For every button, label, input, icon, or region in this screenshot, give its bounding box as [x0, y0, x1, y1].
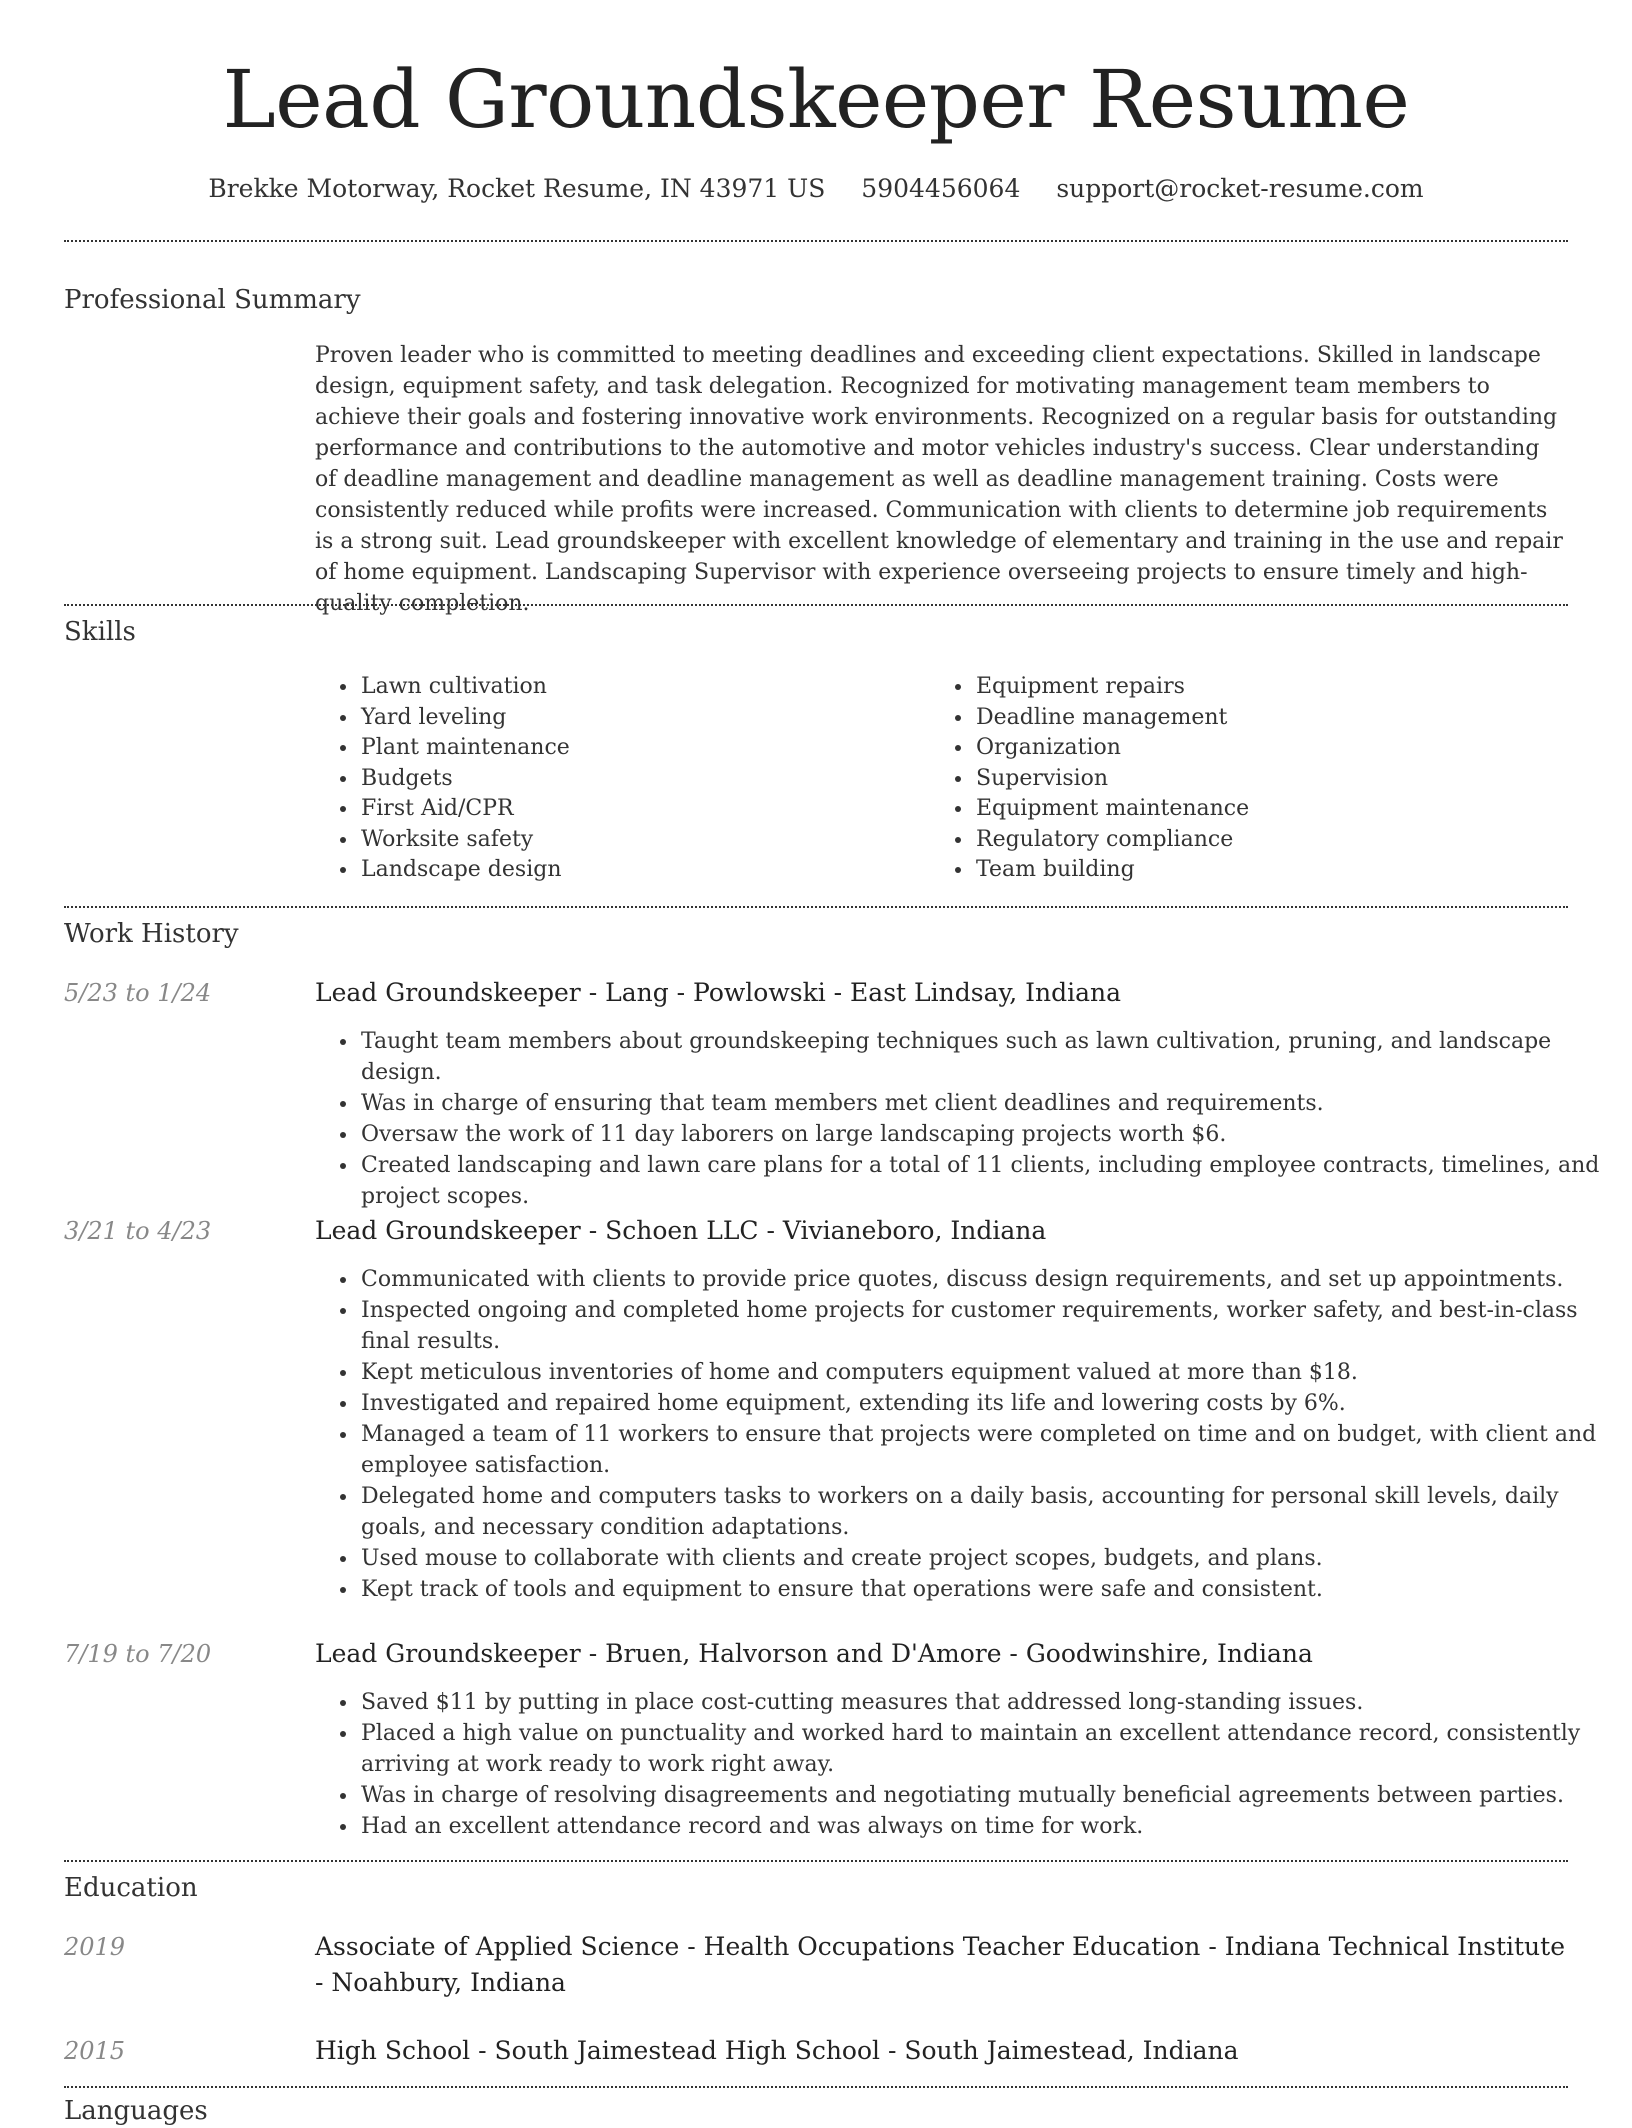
job-bullet: • Kept meticulous inventories of home and computers equipment valued at more than $18. — [359, 1357, 1609, 1388]
contact-address: Brekke Motorway, Rocket Resume, IN 43971 US — [208, 174, 826, 203]
job-bullet: • Used mouse to collaborate with clients and create project scopes, budgets, and plans. — [359, 1543, 1609, 1574]
skill-item: • Yard leveling — [359, 703, 919, 734]
job-bullets — [315, 1264, 1609, 1605]
education-year: 2019 — [64, 1933, 126, 1961]
skill-item: • Lawn cultivation — [359, 672, 919, 703]
job-bullet: • Managed a team of 11 workers to ensure that projects were completed on time and on budget, with client and employee satisfaction. — [359, 1419, 1609, 1481]
contact-email: support@rocket-resume.com — [1056, 174, 1424, 203]
languages-heading: Languages — [64, 2096, 208, 2126]
skills-heading: Skills — [64, 617, 136, 647]
skill-item: • First Aid/CPR — [359, 794, 919, 825]
job-bullet: • Kept track of tools and equipment to ensure that operations were safe and consistent. — [359, 1574, 1609, 1605]
skill-item: • Equipment maintenance — [974, 794, 1574, 825]
summary-heading: Professional Summary — [64, 285, 361, 315]
summary-text: Proven leader who is committed to meeting deadlines and exceeding client expectations. Skilled in landscape design, equipment safety, and task delegation. Recognized for motivating management team members to achieve their goals and fostering innovative work environments. Recognized on a regular basis for outstanding performance and contributions to the automotive and motor vehicles industry's success. Clear understanding of deadline management and deadline management as well as deadline management training. Costs were consistently reduced while profits were increased. Communication with clients to determine job requirements is a strong suit. Lead groundskeeper with excellent knowledge of elementary and training in the use and repair of home equipment. Landscaping Supervisor with experience overseeing projects to ensure timely and high-quality completion. — [315, 343, 1563, 616]
section-divider — [64, 2086, 1568, 2088]
contact-line — [0, 172, 1632, 206]
job-bullet: • Placed a high value on punctuality and worked hard to maintain an excellent attendance record, consistently arriving at work ready to work right away. — [359, 1718, 1609, 1780]
skill-item: • Team building — [974, 855, 1574, 886]
job-bullets — [315, 1026, 1609, 1212]
section-divider — [64, 604, 1568, 606]
skill-item: • Plant maintenance — [359, 733, 919, 764]
job-title: Lead Groundskeeper - Lang - Powlowski - East Lindsay, Indiana — [315, 978, 1122, 1007]
job-bullet: • Taught team members about groundskeeping techniques such as lawn cultivation, pruning, and landscape design. — [359, 1026, 1609, 1088]
education-title: High School - South Jaimestead High School - South Jaimestead, Indiana — [315, 2036, 1239, 2065]
job-bullet: • Delegated home and computers tasks to workers on a daily basis, accounting for personal skill levels, daily goals, and necessary condition adaptations. — [359, 1481, 1609, 1543]
skill-item: • Regulatory compliance — [974, 825, 1574, 856]
work-history-heading: Work History — [64, 919, 239, 949]
section-divider — [64, 240, 1568, 242]
section-divider — [64, 906, 1568, 908]
education-title: Associate of Applied Science - Health Occupations Teacher Education - Indiana Technical Institute - Noahbury, Indiana — [315, 1932, 1565, 1997]
skill-item: • Deadline management — [974, 703, 1574, 734]
skills-list-left — [315, 672, 919, 886]
job-dates: 5/23 to 1/24 — [64, 979, 212, 1007]
skill-item: • Worksite safety — [359, 825, 919, 856]
job-bullet: • Was in charge of ensuring that team members met client deadlines and requirements. — [359, 1088, 1609, 1119]
job-bullet: • Created landscaping and lawn care plans for a total of 11 clients, including employee contracts, timelines, and project scopes. — [359, 1150, 1609, 1212]
job-bullet: • Inspected ongoing and completed home projects for customer requirements, worker safety, and best-in-class final results. — [359, 1295, 1609, 1357]
job-bullet: • Was in charge of resolving disagreements and negotiating mutually beneficial agreements between parties. — [359, 1780, 1609, 1811]
job-bullets — [315, 1687, 1609, 1842]
page-title: Lead Groundskeeper Resume — [222, 53, 1410, 146]
job-dates: 7/19 to 7/20 — [64, 1640, 212, 1668]
contact-phone: 5904456064 — [861, 174, 1021, 203]
skill-item: • Landscape design — [359, 855, 919, 886]
job-bullet: • Communicated with clients to provide price quotes, discuss design requirements, and set up appointments. — [359, 1264, 1609, 1295]
job-dates: 3/21 to 4/23 — [64, 1217, 212, 1245]
job-bullet: • Had an excellent attendance record and was always on time for work. — [359, 1811, 1609, 1842]
education-heading: Education — [64, 1873, 198, 1903]
section-divider — [64, 1860, 1568, 1862]
skill-item: • Organization — [974, 733, 1574, 764]
job-title: Lead Groundskeeper - Bruen, Halvorson and D'Amore - Goodwinshire, Indiana — [315, 1639, 1313, 1668]
skills-list-right — [930, 672, 1574, 886]
job-bullet: • Investigated and repaired home equipment, extending its life and lowering costs by 6%. — [359, 1388, 1609, 1419]
job-bullet: • Saved $11 by putting in place cost-cutting measures that addressed long-standing issues. — [359, 1687, 1609, 1718]
skill-item: • Equipment repairs — [974, 672, 1574, 703]
job-bullet: • Oversaw the work of 11 day laborers on large landscaping projects worth $6. — [359, 1119, 1609, 1150]
education-year: 2015 — [64, 2037, 126, 2065]
skill-item: • Budgets — [359, 764, 919, 795]
skill-item: • Supervision — [974, 764, 1574, 795]
job-title: Lead Groundskeeper - Schoen LLC - Vivianeboro, Indiana — [315, 1216, 1047, 1245]
